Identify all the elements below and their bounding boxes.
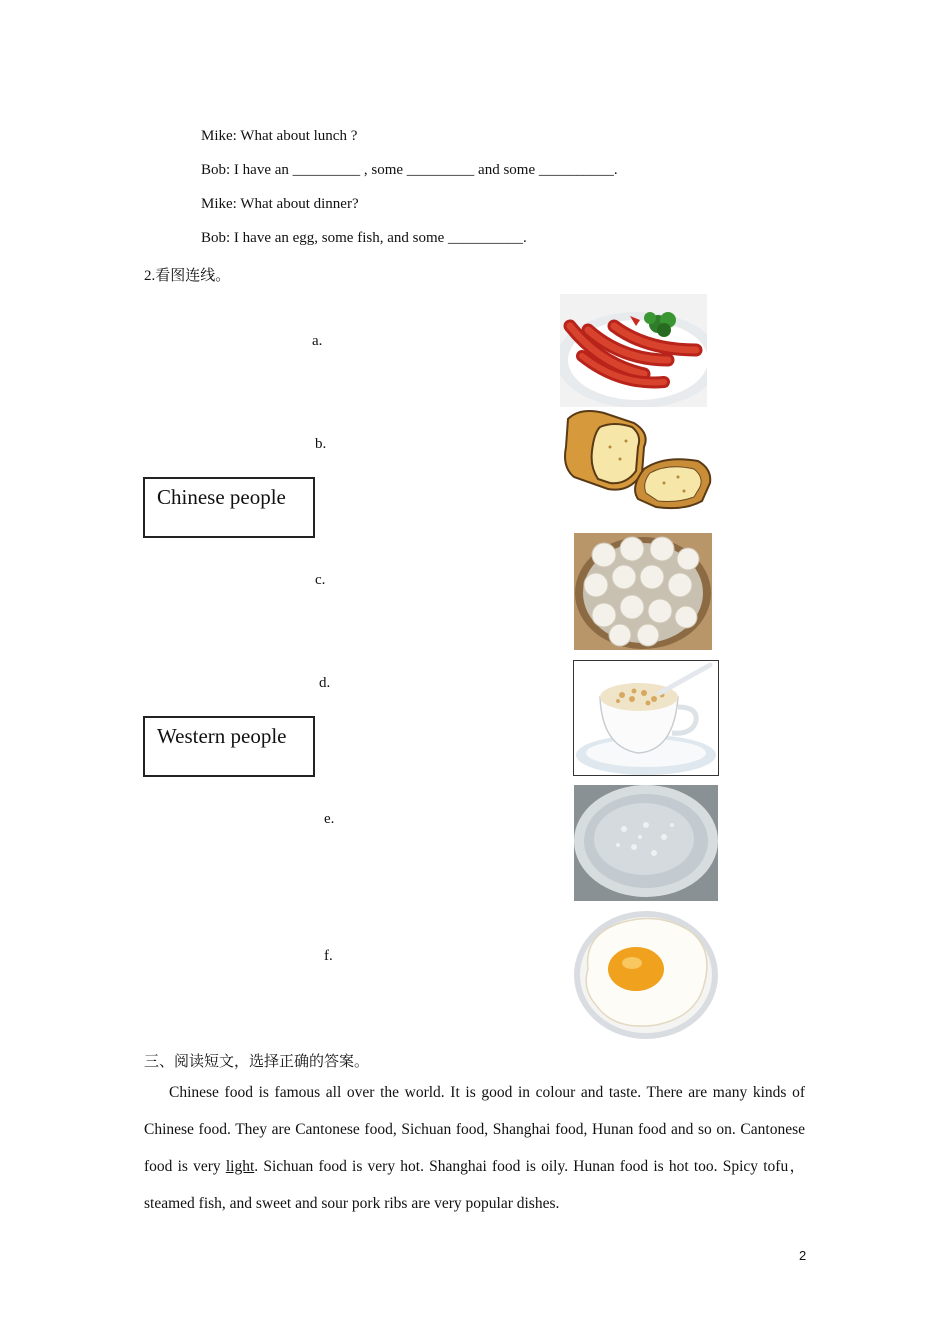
passage-part-1: Chinese food is famous all over the world. It is good in colour and taste. There are many kinds of Chinese food. They are Cantonese food, Sichuan food, Shanghai food, Hunan food and so on. Cantonese food is very [144,1084,805,1175]
underlined-word-light: light [225,1158,255,1175]
dialogue-line-1: Mike: What about lunch ? [201,128,358,144]
rice-porridge-image [574,785,718,901]
item-letter-b: b. [315,436,327,452]
page-number: 2 [799,1248,807,1263]
bread-image [560,407,718,518]
item-letter-d: d. [319,675,331,691]
chinese-people-box [143,477,315,538]
sausages-image [560,294,707,407]
western-people-label: Western people [157,724,287,748]
item-letter-c: c. [315,572,326,588]
passage-part-2: . Sichuan food is very hot. Shanghai food is oily. Hunan food is hot too. Spicy tofu，steamed fish, and sweet and sour pork ribs are very popular dishes. [144,1158,805,1212]
section-3-title: 三、阅读短文，选择正确的答案。 [144,1054,370,1070]
item-letter-e: e. [324,811,335,827]
dialogue-line-2: Bob: I have an _________ , some _________ and some __________. [201,162,618,178]
reading-passage [144,1074,805,1222]
steamed-buns-image [574,533,712,650]
chinese-people-label: Chinese people [157,485,286,509]
item-letter-a: a. [312,333,323,349]
dialogue-line-4: Bob: I have an egg, some fish, and some __________. [201,230,527,246]
fried-egg-image [574,909,718,1040]
western-people-box [143,716,315,777]
section-2-title: 2.看图连线。 [144,268,231,284]
cereal-cup-image [573,660,719,776]
dialogue-line-3: Mike: What about dinner? [201,196,359,212]
item-letter-f: f. [324,948,333,964]
